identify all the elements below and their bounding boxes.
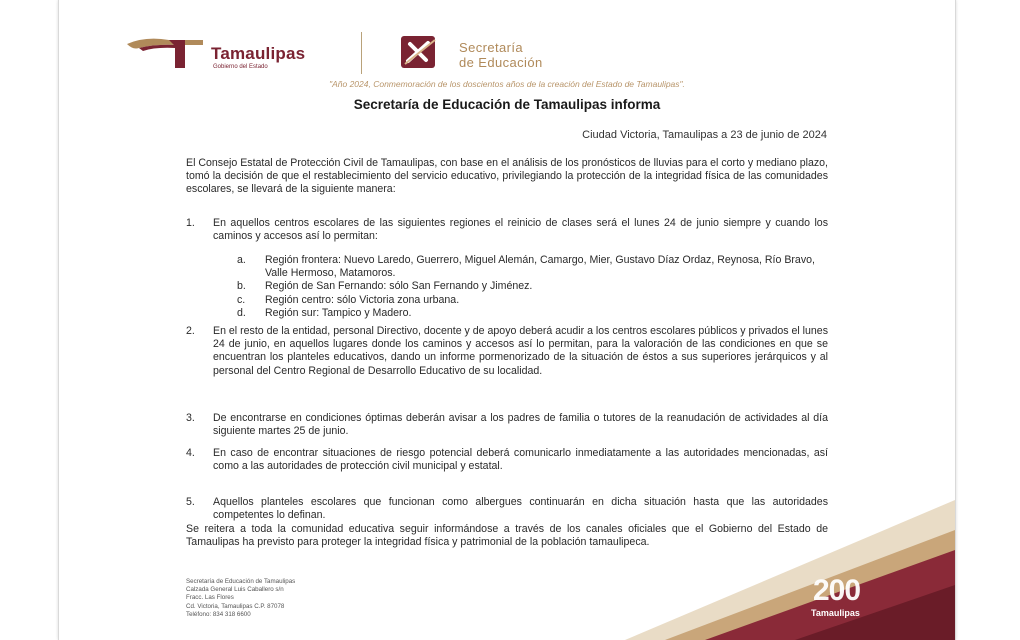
bicentennial-logo: [801, 574, 911, 634]
closing-paragraph: Se reitera a toda la comunidad educativa seguir informándose a través de los canales oficiales que el Gobierno del Estado de Tamaulipas ha previsto para proteger la integridad física y patrimonial de la población tamaulipeca.: [186, 523, 828, 549]
list-text: En el resto de la entidad, personal Directivo, docente y de apoyo deberá acudir a los centros escolares públicos y privados el lunes 24 de junio, en aquellos lugares donde los caminos y accesos así lo permitan, para la valoración de las condiciones en que se encuentran los planteles educativos, dando un informe pormenorizado de la situación de éstos a sus superiores jerárquicos y al personal del Centro Regional de Desarrollo Educativo de su localidad.: [213, 325, 828, 377]
document-title: Secretaría de Educación de Tamaulipas informa: [353, 97, 661, 112]
footer-line: Calzada General Luis Caballero s/n: [186, 586, 284, 594]
region-sublist: [237, 254, 828, 320]
secretaria-logo-line2: de Educación: [459, 55, 543, 70]
list-number: 1.: [186, 217, 195, 229]
secretaria-educacion-logo: [395, 34, 605, 70]
letterhead: [59, 28, 955, 78]
sublist-letter: d.: [237, 306, 246, 319]
list-number: 2.: [186, 325, 195, 337]
tamaulipas-government-logo: [125, 34, 335, 70]
sublist-text: Región frontera: Nuevo Laredo, Guerrero, Miguel Alemán, Camargo, Mier, Gustavo Díaz Ordaz, Reynosa, Río Bravo, Valle Hermoso, Matamoros.: [265, 254, 815, 280]
sublist-text: Región de San Fernando: sólo San Fernando y Jiménez.: [265, 280, 533, 293]
list-number: 4.: [186, 447, 195, 459]
intro-paragraph: El Consejo Estatal de Protección Civil de Tamaulipas, con base en el análisis de los pronósticos de lluvias para el corto y mediano plazo, tomó la decisión de que el restablecimiento del servicio educativo, privilegiando la protección de la integridad física de las comunidades escolares, se llevará de la siguiente manera:: [186, 157, 828, 196]
sublist-item-b: [237, 280, 828, 293]
sublist-letter: a.: [237, 254, 246, 266]
bicentennial-label: Tamaulipas: [811, 608, 860, 618]
tamaulipas-logo-name: Tamaulipas: [211, 44, 306, 63]
education-emblem-icon: [395, 34, 447, 70]
sublist-text: Región centro: sólo Victoria zona urbana.: [265, 293, 460, 306]
bicentennial-number: 200: [813, 574, 861, 607]
footer-line: Secretaría de Educación de Tamaulipas: [186, 578, 296, 585]
list-text: Aquellos planteles escolares que funcionan como albergues continuarán en dicha situación hasta que las autoridades competentes lo definan.: [213, 496, 828, 522]
list-text: En aquellos centros escolares de las siguientes regiones el reinicio de clases será el lunes 24 de junio siempre y cuando los caminos y accesos así lo permitan:: [213, 217, 828, 243]
footer-line: Fracc. Las Flores: [186, 594, 234, 602]
list-number: 3.: [186, 412, 195, 424]
date-line: Ciudad Victoria, Tamaulipas a 23 de junio de 2024: [582, 129, 827, 141]
sublist-item-a: [237, 254, 828, 280]
tamaulipas-logo-subtitle: Gobierno del Estado: [213, 64, 268, 70]
sublist-letter: c.: [237, 293, 246, 306]
list-text: En caso de encontrar situaciones de riesgo potencial deberá comunicarlo inmediatamente a las autoridades mencionadas, así como a las autoridades de protección civil municipal y estatal.: [213, 447, 828, 473]
footer-line: Cd. Victoria, Tamaulipas C.P. 87078: [186, 602, 285, 610]
anniversary-motto: "Año 2024, Conmemoración de los doscientos años de la creación del Estado de Tamaulipas".: [329, 79, 685, 89]
sublist-item-d: [237, 307, 828, 320]
list-text: De encontrarse en condiciones óptimas deberán avisar a los padres de familia o tutores de la reanudación de actividades al día siguiente martes 25 de junio.: [213, 412, 828, 438]
tamaulipas-t-emblem-icon: [125, 34, 205, 70]
header-divider: [361, 32, 362, 74]
secretaria-logo-line1: Secretaría: [459, 40, 523, 55]
footer-line: Teléfono: 834 318 6600: [186, 610, 251, 618]
list-number: 5.: [186, 496, 195, 508]
sublist-letter: b.: [237, 280, 246, 293]
sublist-item-c: [237, 294, 828, 307]
sublist-text: Región sur: Tampico y Madero.: [265, 306, 412, 319]
document-page: [58, 0, 956, 640]
footer-address: [186, 578, 446, 619]
